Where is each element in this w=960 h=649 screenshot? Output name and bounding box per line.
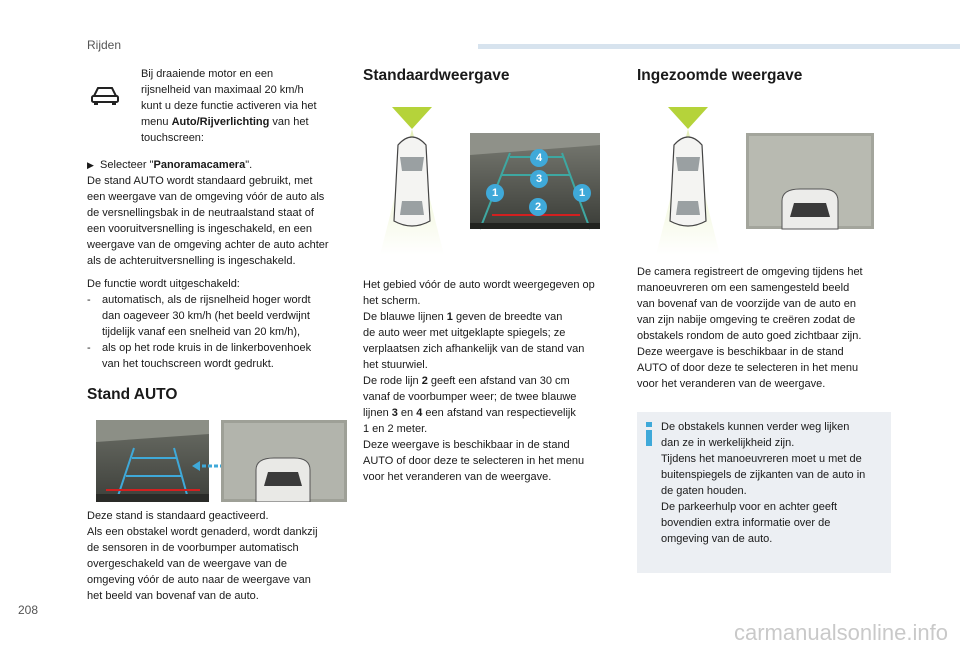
info-icon: [643, 422, 655, 446]
standaardweergave-heading: Standaardweergave: [363, 67, 510, 84]
header-bar: [478, 44, 960, 49]
section-label: Rijden: [87, 38, 122, 52]
list-item: - als op het rode kruis in de linkerbovenhoek van het touchscreen wordt gedrukt.: [87, 340, 349, 372]
callout-marker: 3: [530, 170, 548, 188]
standard-view-figure: [372, 105, 604, 265]
zoomed-view-text: De camera registreert de omgeving tijdens het manoeuvreren om een samengesteld beeld van bovenaf van de voorzijde van de auto en van zijn nabije omgeving te creëren zodat de obstakels rondom de auto goed zichtbaar zijn. Deze weergave is beschikbaar in de stand AUTO of door deze te selecteren in het menu voor het veranderen van de weergave.: [637, 266, 863, 390]
list-item: - automatisch, als de rijsnelheid hoger wordt dan oageveer 30 km/h (het beeld verdwijnt tijdelijk vanaf een snelheid van 20 km/h),: [87, 292, 349, 340]
ingezoomde-weergave-heading: Ingezoomde weergave: [637, 67, 803, 84]
watermark: carmanualsonline.info: [733, 620, 948, 645]
callout-marker: 2: [529, 198, 547, 216]
stand-auto-heading: Stand AUTO: [87, 386, 178, 403]
callout-marker: 4: [530, 149, 548, 167]
callout-marker: 1: [573, 184, 591, 202]
info-box: [637, 412, 891, 573]
stand-auto-figure: [96, 420, 347, 502]
car-front-icon: [90, 85, 120, 107]
callout-marker: 1: [486, 184, 504, 202]
check-arrow-icon: ▶: [87, 160, 94, 170]
stand-auto-text: Deze stand is standaard geactiveerd. Als een obstakel wordt genaderd, wordt dankzij de sensoren in de voorbumper automatisch overgeschakeld van de weergave van de omgeving vóór de auto naar de weergave van het beeld van bovenaf van de auto.: [87, 510, 318, 602]
page-number: 208: [18, 603, 39, 617]
zoomed-view-figure: [648, 105, 878, 265]
panorama-instruction: ▶ Selecteer "Panoramacamera". De stand AUTO wordt standaard gebruikt, met een weergave van de omgeving vóór de auto als de versnellingsbak in de neutraalstand staat of een vooruitversnelling is ingeschakeld, en een weergave van de omgeving achter de auto achter als de achteruitversnelling is ingeschakeld.: [87, 159, 329, 267]
info-text: De obstakels kunnen verder weg lijken dan ze in werkelijkheid zijn. Tijdens het manoeuvreren moet u met de buitenspiegels de zijkanten van de auto in de gaten houden. De parkeerhulp voor en achter geeft bovendien extra informatie over de omgeving van de auto.: [661, 421, 866, 545]
deactivation-block: De functie wordt uitgeschakeld: - automatisch, als de rijsnelheid hoger wordt dan oageveer 30 km/h (het beeld verdwijnt tijdelijk vanaf een snelheid van 20 km/h), - als op het rode kruis in de linkerbovenhoek van het touchscreen wordt gedrukt.: [87, 276, 349, 372]
standard-view-text: Het gebied vóór de auto wordt weergegeven op het scherm. De blauwe lijnen 1 geven de breedte van de auto weer met uitgeklapte spiegels; ze verplaatsen zich afhankelijk van de stand van het stuurwiel. De rode lijn 2 geeft een afstand van 30 cm vanaf de voorbumper weer; de twee blauwe lijnen 3 en 4 een afstand van respectievelijk 1 en 2 meter. Deze weergave is beschikbaar in de stand AUTO of door deze te selecteren in het menu voor het veranderen van de weergave.: [363, 279, 595, 483]
activation-intro: Bij draaiende motor en een rijsnelheid van maximaal 20 km/h kunt u deze functie activeren via het menu Auto/Rijverlichting van het touchscreen:: [141, 68, 317, 144]
